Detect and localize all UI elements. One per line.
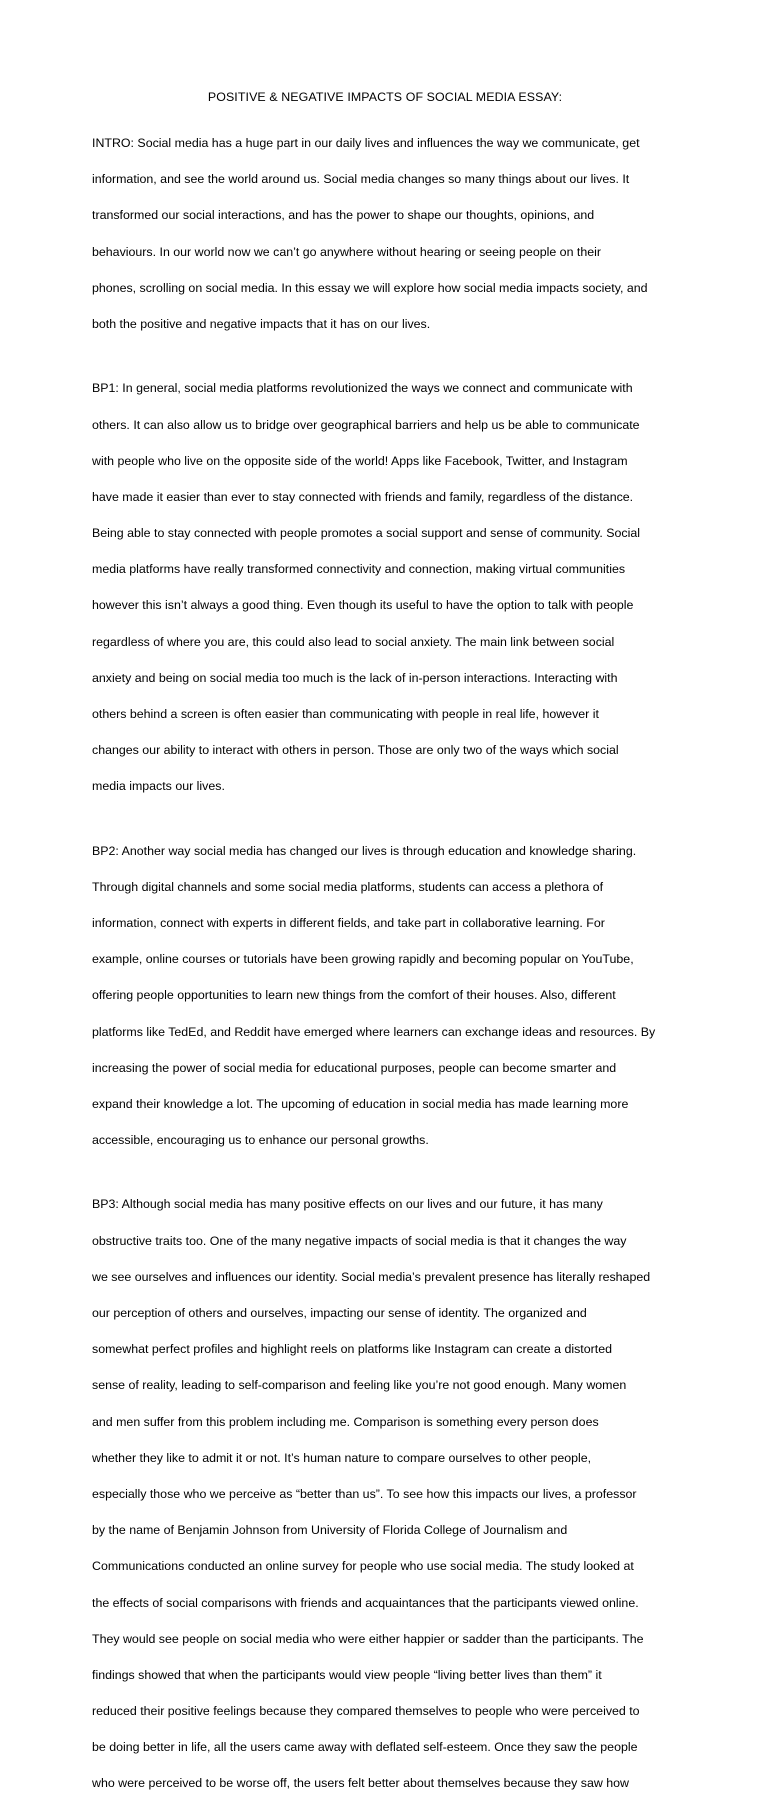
text-line: especially those who we perceive as “better than us”. To see how this impacts our lives, a professor (92, 1486, 637, 1501)
text-line: anxiety and being on social media too much is the lack of in-person interactions. Interacting with (92, 670, 618, 685)
text-line: increasing the power of social media for educational purposes, people can become smarter and (92, 1060, 617, 1075)
text-line: information, and see the world around us. Social media changes so many things about our lives. It (92, 172, 630, 187)
text-line: with people who live on the opposite side of the world! Apps like Facebook, Twitter, and Instagram (92, 453, 628, 468)
text-line: we see ourselves and influences our identity. Social media’s prevalent presence has literally reshaped (92, 1269, 651, 1284)
text-line: our perception of others and ourselves, impacting our sense of identity. The organized and (92, 1306, 587, 1320)
text-line: obstructive traits too. One of the many negative impacts of social media is that it changes the way (92, 1233, 627, 1248)
text-line: sense of reality, leading to self-comparison and feeling like you’re not good enough. Many women (92, 1378, 627, 1393)
text-line: findings showed that when the participants would view people “living better lives than them” it (92, 1667, 602, 1682)
text-line: Being able to stay connected with people promotes a social support and sense of community. Social (92, 526, 641, 541)
text-line: regardless of where you are, this could also lead to social anxiety. The main link between social (92, 634, 615, 649)
text-line: who were perceived to be worse off, the users felt better about themselves because they saw how (92, 1776, 629, 1791)
text-line: BP1: In general, social media platforms revolutionized the ways we connect and communicate with (92, 381, 633, 396)
paragraph-bp3 (92, 1177, 678, 1810)
text-line: reduced their positive feelings because they compared themselves to people who were perceived to (92, 1704, 640, 1719)
text-line: and men suffer from this problem including me. Comparison is something every person does (92, 1414, 599, 1429)
text-line: phones, scrolling on social media. In this essay we will explore how social media impacts society, and (92, 280, 648, 295)
text-line: media impacts our lives. (92, 779, 225, 794)
text-line: transformed our social interactions, and has the power to shape our thoughts, opinions, and (92, 208, 595, 223)
text-line: have made it easier than ever to stay connected with friends and family, regardless of the distance. (92, 489, 634, 504)
text-line: the effects of social comparisons with friends and acquaintances that the participants viewed online. (92, 1595, 639, 1610)
text-line: others. It can also allow us to bridge over geographical barriers and help us be able to communicate (92, 417, 640, 432)
text-line: behaviours. In our world now we can’t go anywhere without hearing or seeing people on their (92, 244, 602, 259)
text-line: however this isn’t always a good thing. Even though its useful to have the option to talk with people (92, 598, 634, 613)
text-line: information, connect with experts in different fields, and take part in collaborative learning. For (92, 916, 605, 931)
text-line: whether they like to admit it or not. It’s human nature to compare ourselves to other people, (92, 1450, 592, 1465)
text-line: by the name of Benjamin Johnson from University of Florida College of Journalism and (92, 1523, 568, 1538)
essay-title: POSITIVE & NEGATIVE IMPACTS OF SOCIAL MEDIA ESSAY: (207, 90, 563, 104)
text-line: media platforms have really transformed connectivity and connection, making virtual communities (92, 562, 626, 577)
text-line: example, online courses or tutorials have been growing rapidly and becoming popular on YouTube, (92, 952, 634, 967)
text-line: offering people opportunities to learn new things from the comfort of their houses. Also, different (92, 988, 616, 1003)
text-line: platforms like TedEd, and Reddit have emerged where learners can exchange ideas and resources. By (92, 1024, 656, 1039)
text-line: BP2: Another way social media has changed our lives is through education and knowledge sharing. (92, 843, 637, 858)
text-line: both the positive and negative impacts that it has on our lives. (92, 317, 431, 332)
paragraph-bp2 (92, 824, 678, 1168)
text-line: changes our ability to interact with others in person. Those are only two of the ways which social (92, 743, 619, 758)
paragraph-intro (92, 116, 678, 351)
text-line: accessible, encouraging us to enhance our personal growths. (92, 1133, 429, 1148)
text-line: BP3: Although social media has many positive effects on our lives and our future, it has many (92, 1197, 603, 1212)
text-line: expand their knowledge a lot. The upcoming of education in social media has made learning more (92, 1096, 629, 1111)
text-line: somewhat perfect profiles and highlight reels on platforms like Instagram can create a distorted (92, 1342, 612, 1357)
paragraph-bp1 (92, 361, 678, 813)
text-line: Through digital channels and some social media platforms, students can access a plethora of (92, 879, 604, 894)
text-line: INTRO: Social media has a huge part in our daily lives and influences the way we communicate, get (92, 136, 640, 151)
text-line: Communications conducted an online survey for people who use social media. The study looked at (92, 1559, 634, 1574)
text-line: others behind a screen is often easier than communicating with people in real life, however it (92, 707, 599, 721)
text-line: be doing better in life, all the users came away with deflated self-esteem. Once they saw the people (92, 1740, 638, 1755)
text-line: They would see people on social media who were either happier or sadder than the participants. The (92, 1631, 644, 1646)
